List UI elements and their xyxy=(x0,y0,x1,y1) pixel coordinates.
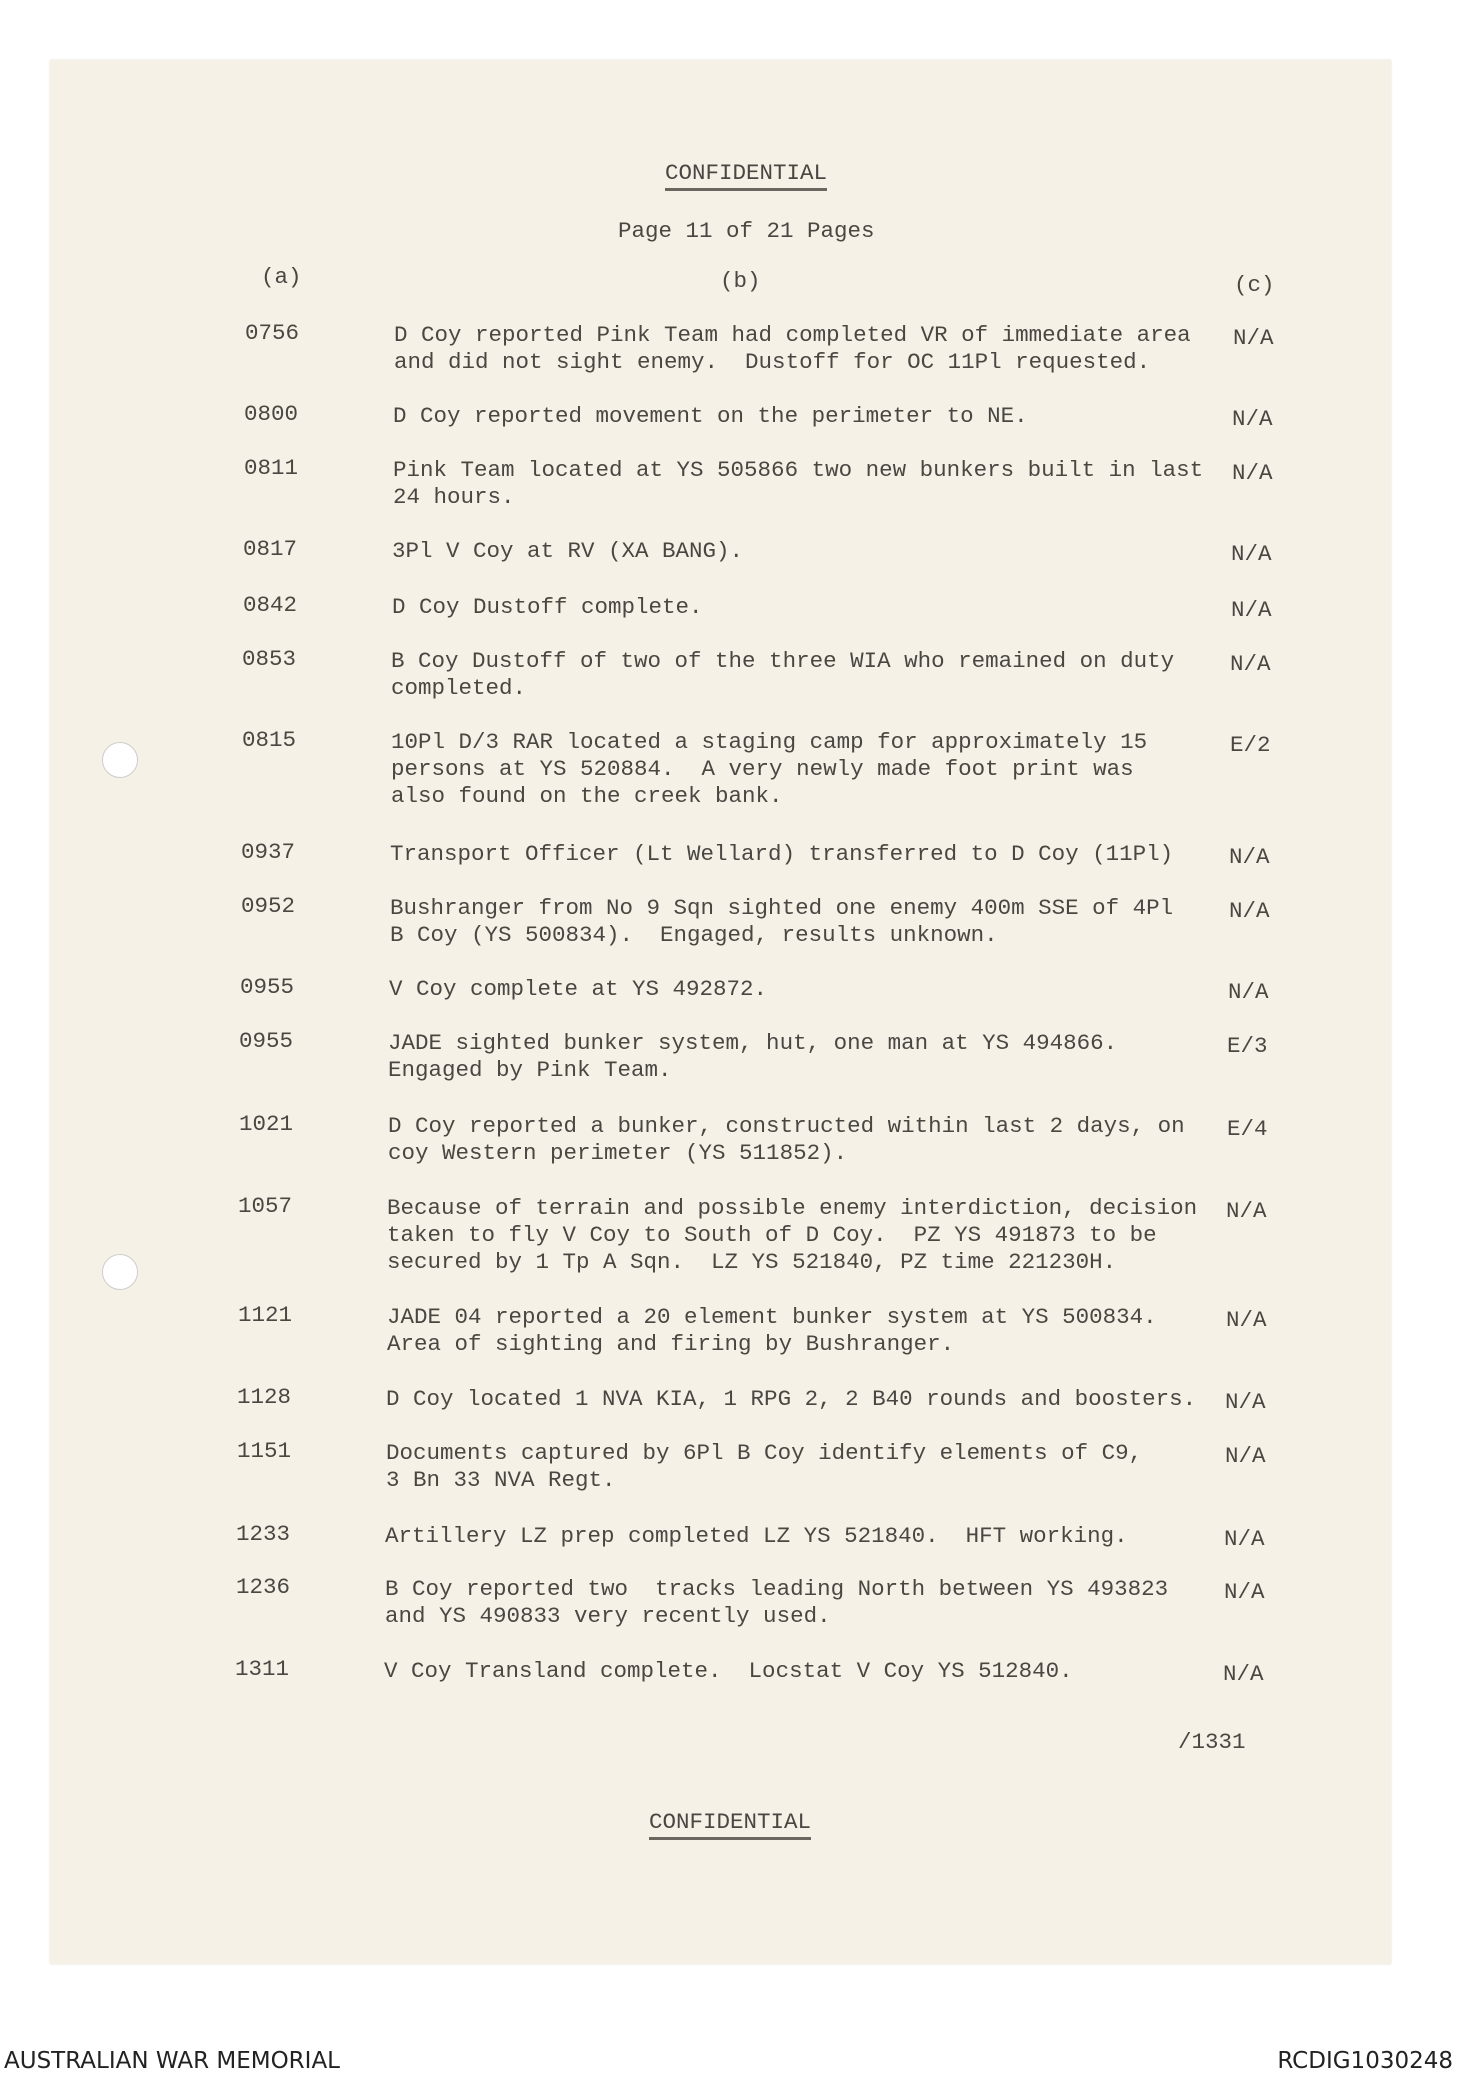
continuation-marker: /1331 xyxy=(1178,1729,1246,1755)
entry-time: 1121 xyxy=(238,1302,293,1328)
entry-ref: N/A xyxy=(1226,1198,1267,1224)
entry-text: D Coy reported Pink Team had completed VR of immediate area and did not sight enemy. Dustoff for OC 11Pl requested. xyxy=(394,322,1191,375)
entry-ref: N/A xyxy=(1225,1389,1266,1415)
entry-time: 0800 xyxy=(244,401,299,427)
column-a-header: (a) xyxy=(261,264,302,290)
entry-time: 1057 xyxy=(238,1193,293,1219)
column-b-header: (b) xyxy=(720,268,761,294)
entry-text: D Coy Dustoff complete. xyxy=(392,594,703,620)
entry-text: JADE sighted bunker system, hut, one man at YS 494866. Engaged by Pink Team. xyxy=(388,1030,1118,1083)
entry-ref: E/2 xyxy=(1230,732,1271,758)
entry-text: Documents captured by 6Pl B Coy identify elements of C9, 3 Bn 33 NVA Regt. xyxy=(386,1440,1143,1493)
entry-text: JADE 04 reported a 20 element bunker system at YS 500834. Area of sighting and firing by Bushranger. xyxy=(387,1304,1157,1357)
entry-text: Transport Officer (Lt Wellard) transferred to D Coy (11Pl) xyxy=(390,841,1174,867)
entry-ref: N/A xyxy=(1225,1443,1266,1469)
entry-ref: E/4 xyxy=(1227,1116,1268,1142)
entry-time: 0817 xyxy=(243,536,298,562)
entry-text: D Coy located 1 NVA KIA, 1 RPG 2, 2 B40 rounds and boosters. xyxy=(386,1386,1197,1412)
entry-time: 1233 xyxy=(236,1521,291,1547)
entry-time: 0842 xyxy=(243,592,298,618)
entry-text: Artillery LZ prep completed LZ YS 521840. HFT working. xyxy=(385,1523,1128,1549)
page-number: Page 11 of 21 Pages xyxy=(618,218,875,244)
entry-time: 0815 xyxy=(242,727,297,753)
punch-hole xyxy=(102,742,138,778)
entry-ref: N/A xyxy=(1224,1579,1265,1605)
entry-ref: N/A xyxy=(1230,651,1271,677)
entry-time: 0955 xyxy=(239,1028,294,1054)
entry-text: B Coy reported two tracks leading North between YS 493823 and YS 490833 very recently used. xyxy=(385,1576,1169,1629)
entry-text: Pink Team located at YS 505866 two new bunkers built in last 24 hours. xyxy=(393,457,1204,510)
entry-ref: N/A xyxy=(1231,541,1272,567)
entry-ref: N/A xyxy=(1232,460,1273,486)
entry-time: 0811 xyxy=(244,455,299,481)
entry-text: D Coy reported a bunker, constructed within last 2 days, on coy Western perimeter (YS 511852). xyxy=(388,1113,1185,1166)
entry-ref: N/A xyxy=(1224,1526,1265,1552)
entry-time: 1021 xyxy=(239,1111,294,1137)
footer-classification: CONFIDENTIAL xyxy=(649,1809,811,1840)
entry-time: 0853 xyxy=(242,646,297,672)
header-classification: CONFIDENTIAL xyxy=(665,160,827,191)
archive-label: AUSTRALIAN WAR MEMORIAL xyxy=(4,2048,340,2074)
entry-ref: N/A xyxy=(1231,597,1272,623)
entry-ref: N/A xyxy=(1228,979,1269,1005)
punch-hole xyxy=(102,1254,138,1290)
entry-ref: N/A xyxy=(1226,1307,1267,1333)
archive-id: RCDIG1030248 xyxy=(1277,2048,1453,2074)
entry-text: Because of terrain and possible enemy interdiction, decision taken to fly V Coy to South of D Coy. PZ YS 491873 to be secured by 1 Tp A Sqn. LZ YS 521840, PZ time 221230H. xyxy=(387,1195,1198,1275)
entry-ref: N/A xyxy=(1232,406,1273,432)
entry-time: 1311 xyxy=(235,1656,290,1682)
entry-text: D Coy reported movement on the perimeter to NE. xyxy=(393,403,1028,429)
entry-time: 0955 xyxy=(240,974,295,1000)
entry-text: 3Pl V Coy at RV (XA BANG). xyxy=(392,538,744,564)
entry-time: 1128 xyxy=(237,1384,292,1410)
entry-text: V Coy complete at YS 492872. xyxy=(389,976,768,1002)
entry-time: 0952 xyxy=(241,893,296,919)
entry-ref: N/A xyxy=(1223,1661,1264,1687)
entry-time: 0756 xyxy=(245,320,300,346)
entry-time: 1236 xyxy=(236,1574,291,1600)
entry-time: 1151 xyxy=(237,1438,292,1464)
entry-text: V Coy Transland complete. Locstat V Coy YS 512840. xyxy=(384,1658,1073,1684)
column-c-header: (c) xyxy=(1234,272,1275,298)
entry-ref: N/A xyxy=(1229,844,1270,870)
entry-text: Bushranger from No 9 Sqn sighted one enemy 400m SSE of 4Pl B Coy (YS 500834). Engaged, results unknown. xyxy=(390,895,1174,948)
entry-text: B Coy Dustoff of two of the three WIA who remained on duty completed. xyxy=(391,648,1175,701)
entry-ref: E/3 xyxy=(1227,1033,1268,1059)
entry-text: 10Pl D/3 RAR located a staging camp for approximately 15 persons at YS 520884. A very newly made foot print was also found on the creek bank. xyxy=(391,729,1148,809)
entry-time: 0937 xyxy=(241,839,296,865)
entry-ref: N/A xyxy=(1229,898,1270,924)
entry-ref: N/A xyxy=(1233,325,1274,351)
